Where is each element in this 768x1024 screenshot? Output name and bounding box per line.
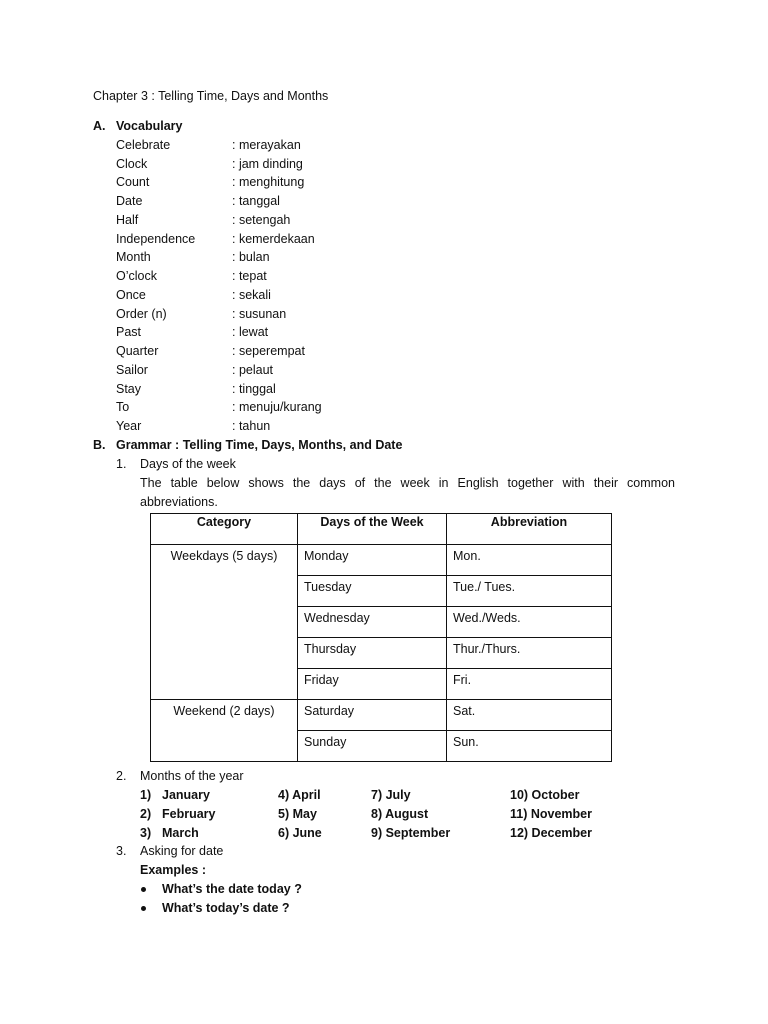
- day-cell: Monday: [298, 545, 447, 576]
- month-item: 6) June: [278, 826, 322, 840]
- days-description: The table below shows the days of the week in English together with their common abbreviations.: [140, 476, 675, 509]
- month-item: 11) November: [510, 807, 592, 821]
- section-a-title: Vocabulary: [116, 119, 183, 133]
- abbr-cell: Tue./ Tues.: [447, 576, 612, 607]
- section-a-marker: A.: [93, 119, 106, 133]
- abbr-cell: Sun.: [447, 731, 612, 762]
- vocab-meaning: : merayakan: [232, 138, 301, 152]
- day-cell: Saturday: [298, 700, 447, 731]
- month-item: 9) September: [371, 826, 451, 840]
- vocab-word: Quarter: [116, 344, 159, 358]
- section-b-marker: B.: [93, 438, 106, 452]
- month-item: 7) July: [371, 788, 411, 802]
- subsection-3-title: Asking for date: [140, 844, 224, 858]
- vocab-meaning: : kemerdekaan: [232, 232, 315, 246]
- vocab-word: Month: [116, 250, 151, 264]
- vocab-meaning: : bulan: [232, 250, 270, 264]
- days-of-week-table: [150, 513, 612, 762]
- subsection-1-marker: 1.: [116, 457, 127, 471]
- vocab-word: Past: [116, 325, 142, 339]
- weekend-category: Weekend (2 days): [151, 700, 298, 762]
- vocab-meaning: : pelaut: [232, 363, 274, 377]
- chapter-title: Chapter 3 : Telling Time, Days and Months: [93, 89, 329, 103]
- month-number: 3): [140, 826, 152, 840]
- month-item: 12) December: [510, 826, 592, 840]
- table-header-abbreviation: Abbreviation: [447, 514, 612, 545]
- abbr-cell: Mon.: [447, 545, 612, 576]
- vocab-word: Date: [116, 194, 143, 208]
- vocab-meaning: : tepat: [232, 269, 267, 283]
- table-row: [151, 700, 612, 731]
- table-header-days: Days of the Week: [298, 514, 447, 545]
- vocab-meaning: : tahun: [232, 419, 271, 433]
- month-number: 1): [140, 788, 152, 802]
- vocab-word: Year: [116, 419, 142, 433]
- vocab-word: To: [116, 400, 130, 414]
- day-cell: Friday: [298, 669, 447, 700]
- bullet-icon: [141, 887, 146, 892]
- vocab-meaning: : menuju/kurang: [232, 400, 322, 414]
- day-cell: Thursday: [298, 638, 447, 669]
- vocab-word: Celebrate: [116, 138, 171, 152]
- month-item: 8) August: [371, 807, 429, 821]
- month-item: 10) October: [510, 788, 580, 802]
- month-item: 4) April: [278, 788, 321, 802]
- vocab-word: Stay: [116, 382, 142, 396]
- vocab-meaning: : setengah: [232, 213, 291, 227]
- section-b-title: Grammar : Telling Time, Days, Months, and Date: [116, 438, 403, 452]
- example-question: What’s today’s date ?: [162, 901, 290, 915]
- examples-label: Examples :: [140, 863, 207, 877]
- example-question: What’s the date today ?: [162, 882, 302, 896]
- subsection-2-title: Months of the year: [140, 769, 244, 783]
- subsection-2-marker: 2.: [116, 769, 127, 783]
- abbr-cell: Wed./Weds.: [447, 607, 612, 638]
- weekdays-category: Weekdays (5 days): [151, 545, 298, 700]
- month-name: March: [162, 826, 199, 840]
- vocab-meaning: : tinggal: [232, 382, 276, 396]
- abbr-cell: Fri.: [447, 669, 612, 700]
- vocab-meaning: : susunan: [232, 307, 287, 321]
- day-cell: Wednesday: [298, 607, 447, 638]
- vocab-meaning: : tanggal: [232, 194, 280, 208]
- subsection-1-title: Days of the week: [140, 457, 236, 471]
- vocab-word: Once: [116, 288, 146, 302]
- vocab-meaning: : sekali: [232, 288, 271, 302]
- abbr-cell: Sat.: [447, 700, 612, 731]
- vocab-meaning: : lewat: [232, 325, 269, 339]
- vocab-word: Count: [116, 175, 150, 189]
- table-row: [151, 545, 612, 576]
- day-cell: Tuesday: [298, 576, 447, 607]
- table-header-row: [151, 514, 612, 545]
- abbr-cell: Thur./Thurs.: [447, 638, 612, 669]
- month-name: January: [162, 788, 210, 802]
- vocab-word: Independence: [116, 232, 196, 246]
- vocab-word: Half: [116, 213, 139, 227]
- vocab-word: Sailor: [116, 363, 148, 377]
- vocab-word: O’clock: [116, 269, 157, 283]
- vocab-word: Order (n): [116, 307, 167, 321]
- subsection-3-marker: 3.: [116, 844, 127, 858]
- vocab-meaning: : menghitung: [232, 175, 305, 189]
- day-cell: Sunday: [298, 731, 447, 762]
- bullet-icon: [141, 906, 146, 911]
- vocab-word: Clock: [116, 157, 148, 171]
- month-item: 5) May: [278, 807, 317, 821]
- table-header-category: Category: [151, 514, 298, 545]
- month-number: 2): [140, 807, 152, 821]
- vocab-meaning: : jam dinding: [232, 157, 303, 171]
- month-name: February: [162, 807, 216, 821]
- vocab-meaning: : seperempat: [232, 344, 305, 358]
